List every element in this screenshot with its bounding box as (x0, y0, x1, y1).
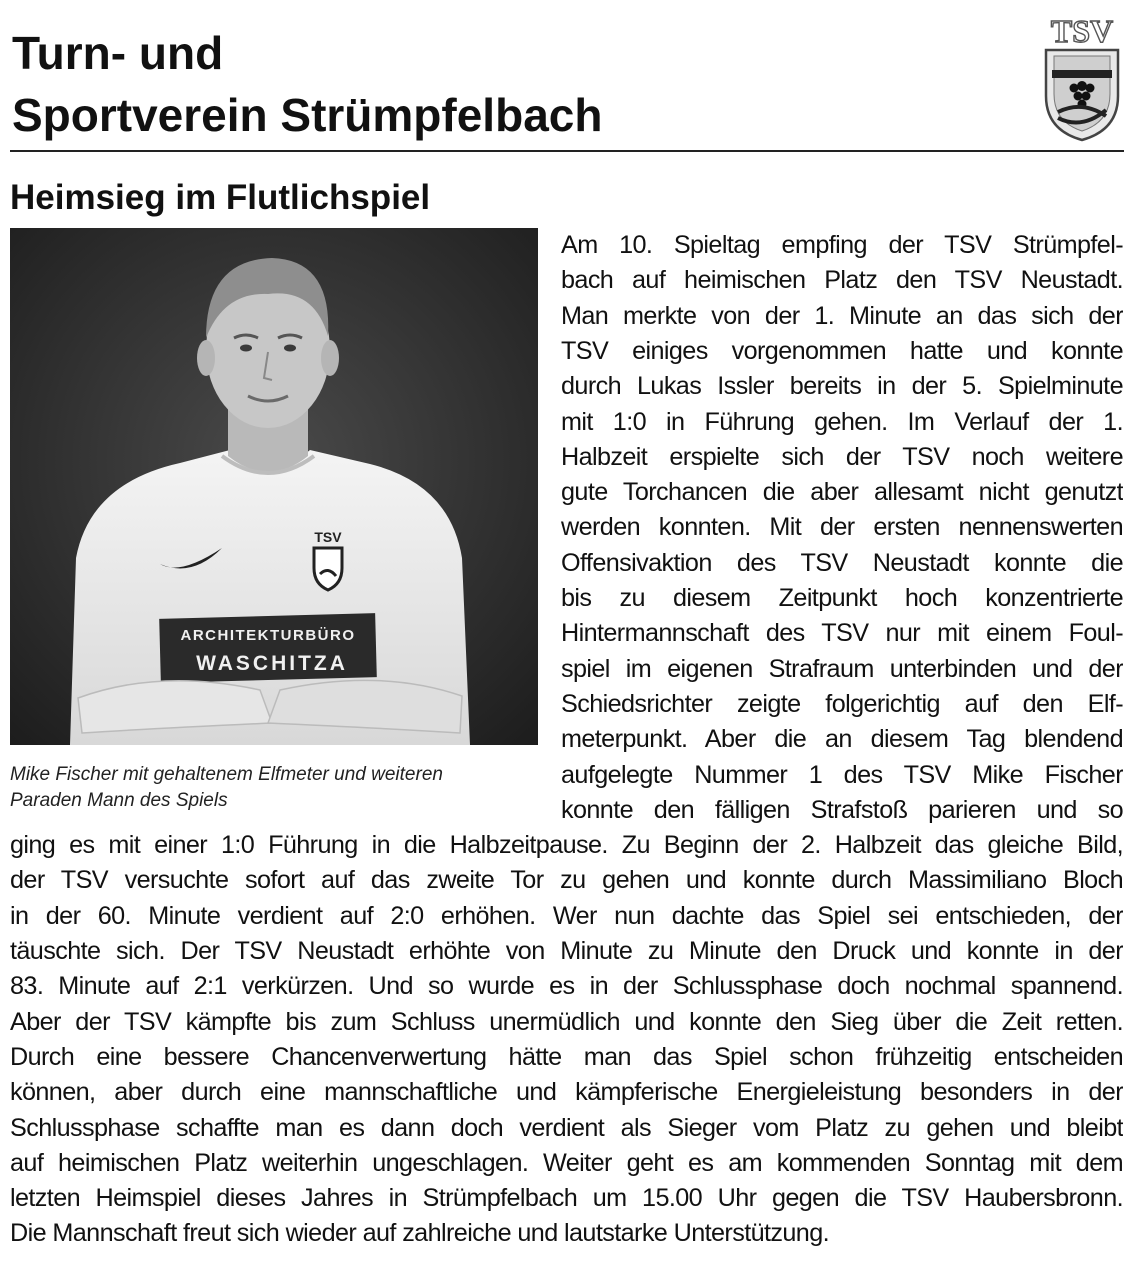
body-line: auf heimischen Platz weiterhin ungeschlagen. Weiter geht es am kommenden Sonntag mit dem (10, 1148, 1123, 1177)
sponsor-line-2: WASCHITZA (196, 652, 348, 675)
sponsor-line-1: ARCHITEKTURBÜRO (180, 627, 356, 644)
club-name (12, 22, 602, 146)
body-line: Offensivaktion des TSV Neustadt konnte die (561, 548, 1123, 577)
body-line: letzten Heimspiel dieses Jahres in Strümpfelbach um 15.00 Uhr gegen die TSV Haubersbronn. (10, 1184, 1123, 1213)
photo-caption: Mike Fischer mit gehaltenem Elfmeter und weiteren Paraden Mann des Spiels (10, 764, 443, 811)
body-line: können, aber durch eine mannschaftliche und kämpferische Energieleistung besonders in der (10, 1078, 1123, 1107)
body-line: täuschte sich. Der TSV Neustadt erhöhte von Minute zu Minute den Druck und konnte in der (10, 937, 1123, 965)
player-photo (10, 228, 538, 745)
body-line: konnte den fälligen Strafstoß parieren und so (561, 795, 1123, 824)
body-line: bach auf heimischen Platz den TSV Neustadt. (561, 266, 1123, 295)
body-line: der TSV versuchte sofort auf das zweite Tor zu gehen und konnte durch Massimiliano Bloch (10, 866, 1123, 895)
body-line: Hintermannschaft des TSV nur mit einem Foul- (561, 619, 1123, 648)
shirt-crest-text: TSV (314, 529, 342, 545)
body-line: spiel im eigenen Strafraum unterbinden und der (561, 654, 1123, 683)
body-line: mit 1:0 in Führung gehen. Im Verlauf der 1. (561, 407, 1123, 436)
body-line: Halbzeit erspielte sich der TSV noch weitere (561, 442, 1123, 471)
club-name-line-2: Sportverein Strümpfelbach (12, 89, 603, 141)
header-divider (10, 150, 1124, 152)
body-line: Am 10. Spieltag empfing der TSV Strümpfel- (561, 231, 1123, 259)
club-name-line-1: Turn- und (12, 27, 224, 79)
article-headline: Heimsieg im Flutlichspiel (10, 178, 431, 217)
body-line: durch Lukas Issler bereits in der 5. Spielminute (561, 372, 1123, 401)
body-line: Man merkte von der 1. Minute an das sich der (561, 301, 1123, 330)
body-line: ging es mit einer 1:0 Führung in die Halbzeitpause. Zu Beginn der 2. Halbzeit das gleiche Bild, (10, 831, 1123, 860)
body-line: 83. Minute auf 2:1 verkürzen. Und so wurde es in der Schlussphase doch nochmal spannend. (10, 972, 1123, 1001)
body-line: Schiedsrichter zeigte folgerichtig auf den Elf- (561, 689, 1123, 718)
body-line: Durch eine bessere Chancenverwertung hätte man das Spiel schon frühzeitig entscheiden (10, 1042, 1123, 1071)
body-line: meterpunkt. Aber die an diesem Tag blendend (561, 725, 1123, 754)
body-line: werden konnten. Mit der ersten nennenswerten (561, 513, 1123, 542)
body-line: Schlussphase schaffte man es dann doch verdient als Sieger vom Platz zu gehen und bleibt (10, 1113, 1123, 1142)
body-line: gute Torchancen die aber allesamt nicht genutzt (561, 478, 1123, 507)
body-line: Aber der TSV kämpfte bis zum Schluss unermüdlich und konnte den Sieg über die Zeit retten. (10, 1007, 1123, 1036)
tsv-crest-logo (1038, 12, 1126, 144)
logo-lettering: TSV (1050, 13, 1114, 49)
body-line: TSV einiges vorgenommen hatte und konnte (561, 336, 1123, 365)
body-line-last: Die Mannschaft freut sich wieder auf zahlreiche und lautstarke Unterstützung. (10, 1219, 830, 1248)
body-line: aufgelegte Nummer 1 des TSV Mike Fischer (561, 760, 1123, 789)
body-line: bis zu diesem Zeitpunkt hoch konzentrierte (561, 584, 1123, 612)
body-line: in der 60. Minute verdient auf 2:0 erhöhen. Wer nun dachte das Spiel sei entschieden, der (10, 901, 1123, 930)
